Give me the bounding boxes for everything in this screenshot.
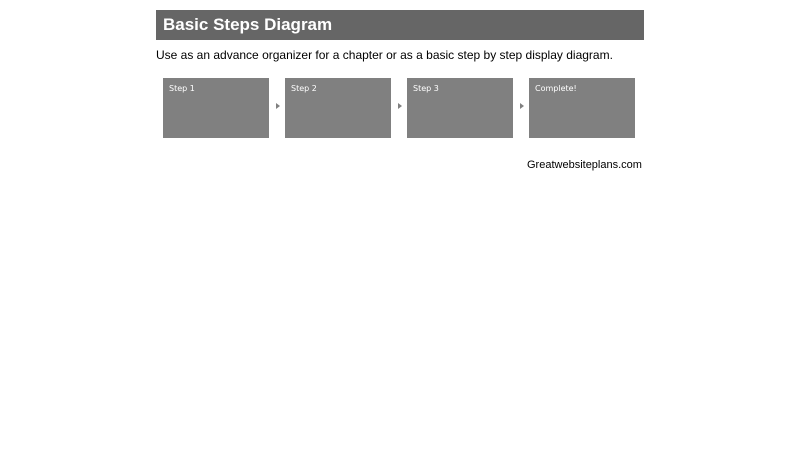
footer-credit: Greatwebsiteplans.com xyxy=(527,159,642,171)
step-label: Step 3 xyxy=(413,84,439,93)
step-box-3 xyxy=(407,78,513,138)
step-label: Complete! xyxy=(535,84,577,93)
step-box-complete xyxy=(529,78,635,138)
intro-text: Use as an advance organizer for a chapter or as a basic step by step display diagram. xyxy=(156,48,613,62)
title-bar xyxy=(156,10,644,40)
arrow-right-icon xyxy=(274,102,282,110)
step-label: Step 2 xyxy=(291,84,317,93)
page-title: Basic Steps Diagram xyxy=(163,15,333,34)
steps-diagram xyxy=(163,78,637,138)
step-label: Step 1 xyxy=(169,84,195,93)
step-box-2 xyxy=(285,78,391,138)
arrow-right-icon xyxy=(518,102,526,110)
step-box-1 xyxy=(163,78,269,138)
arrow-right-icon xyxy=(396,102,404,110)
